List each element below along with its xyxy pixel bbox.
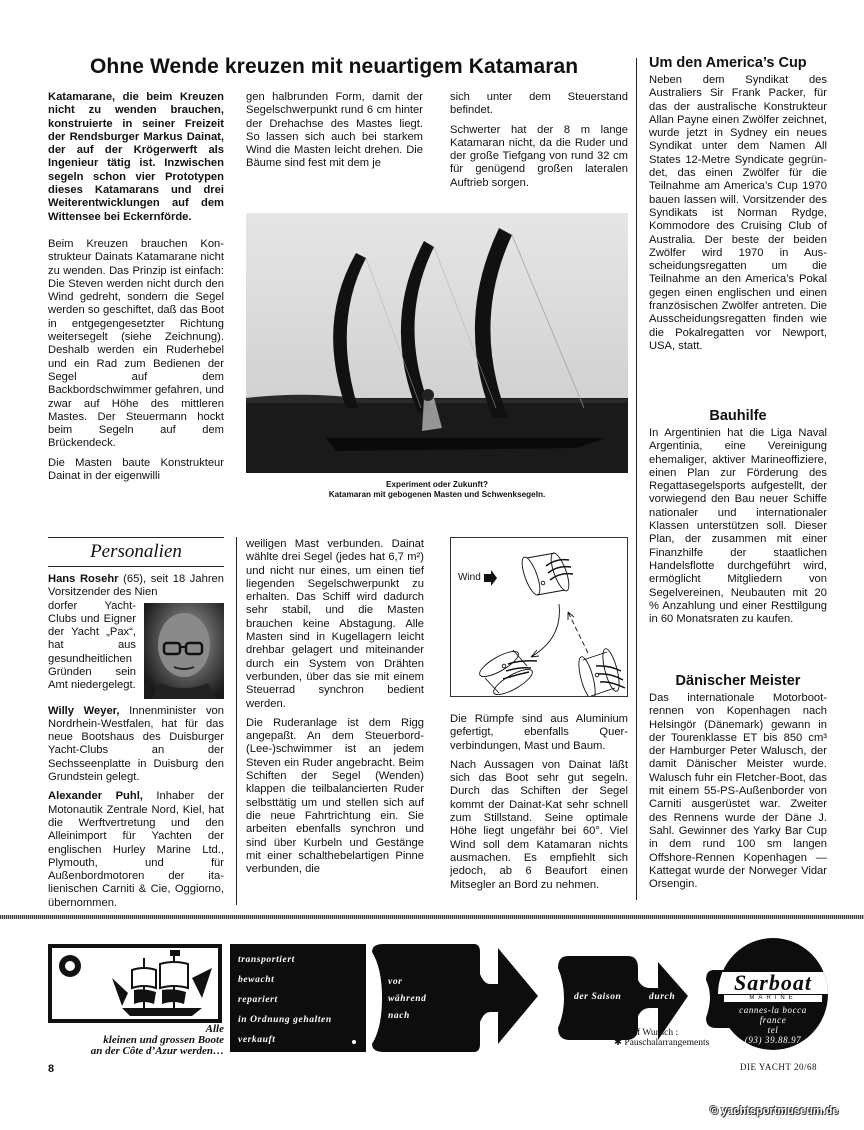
person-name: Hans Rosehr — [48, 573, 119, 585]
article-column-1 — [48, 91, 224, 489]
person-text: dorfer Yacht-Clubs und Eigner der Yacht „Pax“, hat aus gesundheitlichen Gründen sein Amt niedergelegt. — [48, 599, 136, 692]
magazine-issue: DIE YACHT 20/68 — [740, 1062, 817, 1072]
brand-address: france — [759, 1015, 787, 1025]
brand-address: cannes-la bocca — [739, 1005, 807, 1015]
person-text: Inhaber der Motonautik Zentrale Nord, Kiel, hat die Werftvertretung und den Alleinimport für Yachten der englischen Hurley Marine Ltd., Plymouth, und für Außenbordmotoren der italienischen Carniti & Cie, Oggiorno, übernommen. — [48, 790, 224, 909]
brand-address: tel — [767, 1025, 779, 1035]
section-text: In Argentinien hat die Liga Naval Argentinia, eine Vereinigung ehemaliger, aktiver Marineoffiziere, einen Plan zur Förderung des Regattasegelsports aufgestellt, der vorwiegend den Bau neuer Schiffe nationaler und internationaler Klassen unterstützen soll. Dieser Plan, der zusammen mit einer Finanzhilfe der staatlichen Handelsflotte durchgeführt wird, ermöglicht Mitgliedern von Segelvereinen, Neubauten mit 20 % Anzahlung und einer Resttilgung in 60 Monatsraten zu kaufen. — [649, 427, 827, 626]
section-title: Um den America’s Cup — [649, 55, 807, 71]
watermark: © yachtsportmuseum.de — [710, 1105, 839, 1117]
column-divider — [236, 537, 237, 905]
article-paragraph: sich unter dem Steuerstand befindet. — [450, 91, 628, 117]
advert-timing-item: während — [388, 994, 427, 1004]
tack-arrow-solid — [531, 604, 559, 657]
article-headline: Ohne Wende kreuzen mit neuartigem Katamaran — [90, 55, 579, 78]
section-text: Neben dem Syndikat des Australiers Sir Frank Packer, für das der australische Konstrukteur Allan Payne einen Zwölfer zeichnet, wurde jetzt in Sydney ein neues Syndikat unter dem Namen All States 12-Metre Syndicate gegründet, das einen Zwölfer für die Teilnahme am America’s Cup 1970 bauen lassen will. Vorsitzender des Syndikats ist Norman Rydge, Kommodore des Cruising Club of Australia. Der beste der beiden Zwölfer wird 1970 in Ausscheidungsregatten um die Teilnahme an den America’s Pokal gegen einen englischen und einen französischen Zwölfer antreten. Die Ausscheidungsregatten finden wie die Pokalregatten vor Newport, USA, statt. — [649, 74, 827, 352]
photo-caption — [246, 480, 628, 500]
galleon-ship-icon — [52, 948, 218, 1019]
advert-timing-item: nach — [388, 1011, 410, 1021]
brand-subtitle: MARINE — [724, 995, 822, 1002]
advert-caption-line: kleinen und grossen Boote — [103, 1034, 224, 1046]
advert-service-item: bewacht — [238, 975, 275, 985]
personalien-bottom-rule — [48, 566, 224, 567]
portrait-illustration — [144, 603, 224, 699]
photo-caption-text: Katamaran mit gebogenen Masten und Schwenksegeln. — [328, 490, 546, 499]
tacking-diagram — [450, 537, 628, 697]
person-name: Willy Weyer, — [48, 704, 120, 717]
section-title: Dänischer Meister — [675, 673, 801, 689]
article-lead: Katamarane, die beim Kreuzen nicht zu wenden brauchen, konstruierte in seiner Freizeit der Rendsburger Markus Dainat, der auf der Krögerwerft als Ingenieur tätig ist. Inzwischen segeln schon vier Prototypen dieses Katamarans und drei Weiterentwicklungen auf dem Wittensee bei Eckernförde. — [48, 91, 224, 223]
section-text: Das internationale Motorbootrennen von Kopenhagen nach Helsingör (Dänemark) gewann in der Tourenklasse ET bis 850 cm³ der Hamburger Peter Walusch, der damit Dänischer Meister wurde. Walusch fuhr ein Fletcher-Boot, das mit einem 55-PS-Außenborder von Carniti ausgerüstet war. Zweiter des Rennens wurde der Däne J. Sahl. Gewinner des Yarky Bar Cup in dem rund 100 sm langen Offshore-Rennen Kopenhagen — Kattegat wurde der Norweger Vidar Orsengin. — [649, 692, 827, 891]
advert-timing-item: vor — [388, 977, 403, 987]
tack-arrow-dashed — [568, 612, 588, 653]
article-paragraph: Nach Aussagen von Dainat läßt sich das Boot sehr gut segeln. Durch das Schiften der Segel kommt der Dainat-Kat sehr schnell zum Stillstand. Seine optimale Höhe liegt ungefähr bei 60°. Viel Wind soll dem Katamaran nichts ausmachen. Es empfiehlt sich jedoch, ab 6 Beaufort einen Mitsegler an Bord zu nehmen. — [450, 758, 628, 891]
tacking-diagram-drawing — [451, 538, 627, 696]
advert-season: der Saison — [574, 992, 622, 1002]
catamaran-sketch-top — [519, 551, 573, 597]
article-paragraph: Schwerter hat der 8 m lange Katamaran nicht, da die Ruder und der große Tiefgang von rund 32 cm für genügend großen lateralen Auftrieb sorgen. — [450, 123, 628, 189]
advert-note-text: Pauschalarrangements — [624, 1038, 710, 1048]
catamaran-photo — [246, 213, 628, 473]
advert-services-box — [230, 944, 366, 1052]
personalien-section — [48, 537, 224, 916]
brand-phone: (93) 39.88.97 — [744, 1035, 802, 1045]
article-paragraph: Die Rümpfe sind aus Aluminium gefertigt, ebenfalls Querverbindungen, Mast und Baum. — [450, 713, 628, 752]
wind-label: Wind — [458, 572, 481, 583]
asterisk-icon: ✱ — [614, 1038, 622, 1048]
person-text: Innenminister von Nordrhein-Westfalen, hat für das neue Bootshaus des Duisburger Yacht-Clubs an der Sechsseenplatte in Duisburg den Grundstein gelegt. — [48, 704, 224, 784]
advert-separator-rule — [0, 915, 864, 919]
sidebar-americas-cup — [649, 55, 827, 353]
article-column-3-continued — [450, 713, 628, 898]
advert-through-label: durch — [649, 992, 676, 1002]
sarboat-logo-circle — [718, 938, 828, 1050]
advert-bullet-dot — [352, 1040, 356, 1044]
advertisement — [48, 944, 828, 1056]
advert-note-line: auf Wunsch : — [628, 1028, 679, 1038]
personalien-title: Personalien — [90, 541, 182, 562]
catamaran-sketch-left — [476, 647, 537, 696]
advert-timing — [388, 974, 427, 1025]
advert-ship-box — [48, 944, 222, 1023]
sidebar-daenischer-meister — [649, 673, 827, 891]
page-number: 8 — [48, 1063, 55, 1075]
catamaran-photo-illustration — [246, 213, 628, 473]
person-name: Alexander Puhl, — [48, 790, 143, 803]
advert-note-line — [614, 1038, 709, 1048]
advert-caption-line: Alle — [205, 1023, 224, 1035]
sidebar-bauhilfe — [649, 408, 827, 626]
brand-name: Sarboat — [718, 972, 828, 994]
article-paragraph: Die Ruderanlage ist dem Rigg angepaßt. An dem Steuerbord-(Lee-)schwimmer ist an jedem Steven ein Ruder angebracht. Beim Schiften der Segel (Wenden) klappen die teilbalancierten Ruder selbsttätig um und stellen sich auf die neue Fahrtrichtung ein. Sie arbeiten ebenfalls synchron und sind über Kurbeln und Gestänge mit einer schalthebelartigen Pinne verbunden, die — [246, 716, 424, 876]
article-paragraph: weiligen Mast verbunden. Dainat wählte drei Segel (jedes hat 6,7 m²) und nicht nur eines, um einen tief liegenden Segelschwerpunkt zu erhalten. Das Schiff wird dadurch sehr stabil, und die Masten brauchen keine Abstagung. Alle Masten sind in Kugellagern leicht drehbar gelagert und miteinander durch ein System von Drähten verbunden, über das sie mit einem Steuerrad synchron bedient werden. — [246, 538, 424, 710]
article-column-2-continued — [246, 538, 424, 882]
advert-service-item: transportiert — [238, 955, 295, 965]
photo-caption-title: Experiment oder Zukunft? — [386, 480, 488, 489]
article-paragraph: Beim Kreuzen brauchen Konstrukteur Dainats Katamarane nicht zu wenden. Das Prinzip ist einfach: Die Steven werden nicht durch den Wind gedreht, sondern die Segel werden so geschiftet, daß das Boot in entgegengesetzter Richtung weitersegelt (siehe Zeichnung). Deshalb werden ein Ruderhebel und ein Rad zum Bedienen der Segel auf dem Backbordschwimmer gefahren, und zwar auf Höhe des mittleren Mastes. Der Steuermann hockt beim Segeln auf dem Brückendeck. — [48, 237, 224, 450]
advert-caption-line: an der Côte d’Azur werden… — [90, 1045, 224, 1057]
column-divider — [636, 58, 637, 900]
portrait-photo-rosehr — [144, 603, 224, 699]
wind-arrow-icon — [484, 570, 497, 586]
advert-note — [614, 1028, 709, 1048]
article-paragraph: Die Masten baute Konstrukteur Dainat in der eigenwilli — [48, 456, 224, 483]
catamaran-sketch-right — [576, 647, 625, 696]
advert-service-item: verkauft — [238, 1035, 276, 1045]
section-title: Bauhilfe — [709, 408, 767, 424]
advert-caption — [48, 1024, 224, 1057]
personalien-entry-rosehr — [48, 573, 224, 600]
advert-service-item: repariert — [238, 995, 278, 1005]
article-column-3 — [450, 91, 628, 196]
person-text: (65), seit 18 Jahren Vorsitzender des Nien — [48, 573, 224, 599]
article-column-2 — [246, 91, 423, 177]
personalien-entry-puhl — [48, 790, 224, 910]
advert-service-item: in Ordnung gehalten — [238, 1015, 332, 1025]
personalien-entry-weyer — [48, 705, 224, 785]
article-paragraph: gen halbrunden Form, damit der Segelschwerpunkt rund 6 cm hinter der Drehachse des Mastes liegt. So lassen sich auch bei starkem Wind die Masten leicht drehen. Die Bäume sind fest mit dem je — [246, 91, 423, 170]
